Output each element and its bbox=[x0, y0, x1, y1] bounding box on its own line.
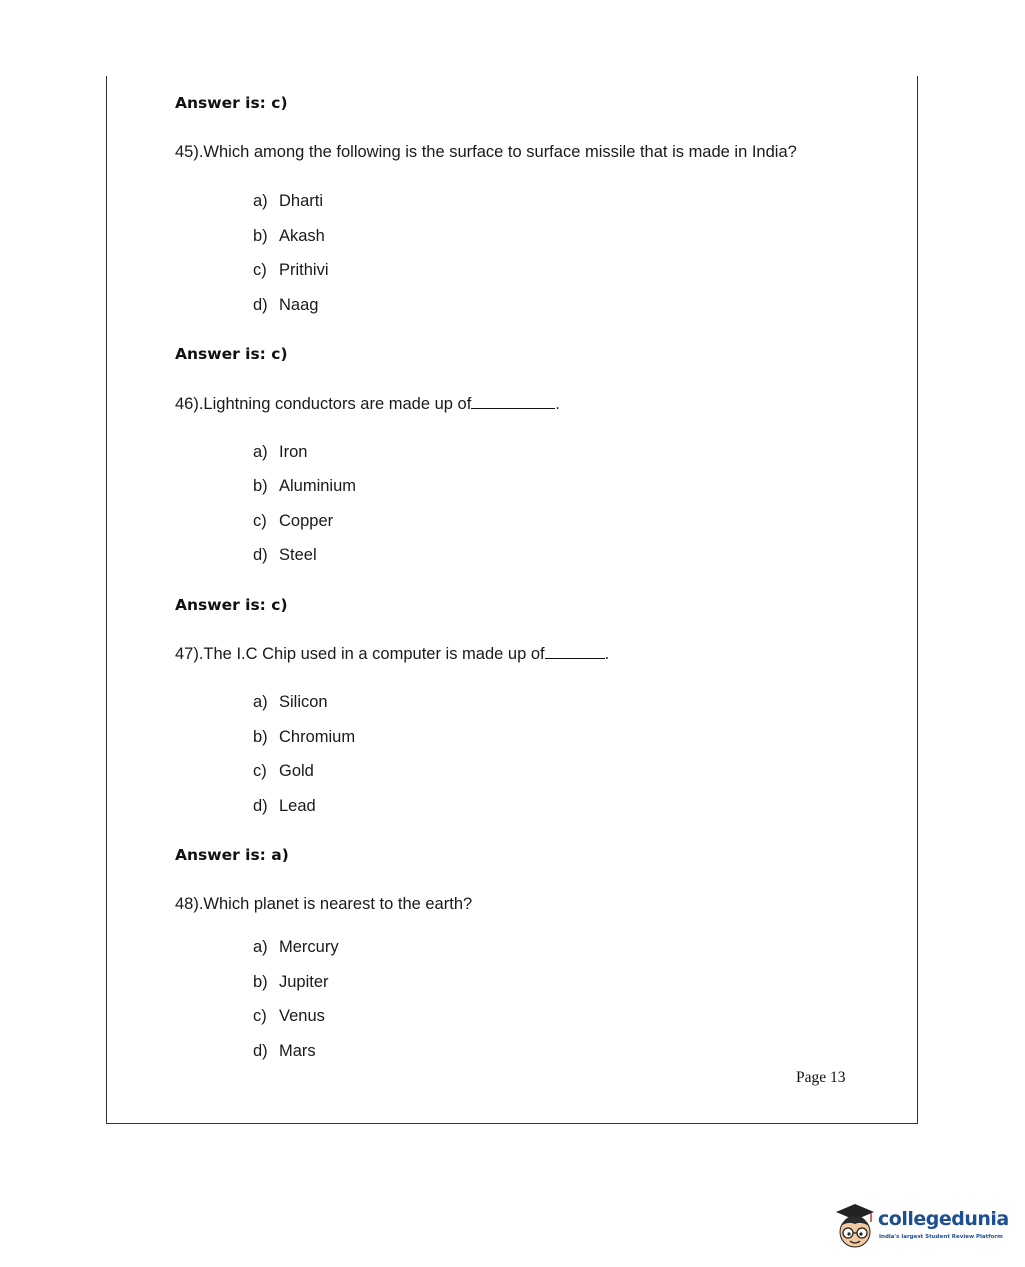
question-45-option-d: d) Naag bbox=[253, 296, 319, 314]
question-46-option-d: d) Steel bbox=[253, 546, 317, 564]
answer-47: Answer is: a) bbox=[175, 846, 289, 864]
question-48-option-c: c) Venus bbox=[253, 1007, 325, 1025]
question-47-option-b: b) Chromium bbox=[253, 728, 356, 746]
question-48-text: 48).Which planet is nearest to the earth? bbox=[175, 895, 473, 913]
question-45-option-b: b) Akash bbox=[253, 227, 325, 245]
question-46: 46).Lightning conductors are made up of . bbox=[175, 395, 560, 413]
question-46-text: 46).Lightning conductors are made up of bbox=[175, 395, 472, 413]
page-border-bottom bbox=[106, 1123, 918, 1124]
answer-45: Answer is: c) bbox=[175, 345, 288, 363]
page-number: Page 13 bbox=[796, 1069, 846, 1086]
question-48-option-a: a) Mercury bbox=[253, 938, 339, 956]
question-47-option-a: a) Silicon bbox=[253, 693, 328, 711]
question-47-text: 47).The I.C Chip used in a computer is made up of bbox=[175, 645, 545, 663]
question-47-option-c: c) Gold bbox=[253, 762, 314, 780]
question-48-option-d: d) Mars bbox=[253, 1042, 316, 1060]
question-48 bbox=[175, 895, 472, 914]
question-46-option-c: c) Copper bbox=[253, 512, 334, 530]
answer-44: Answer is: c) bbox=[175, 94, 288, 112]
answer-blank bbox=[471, 394, 555, 409]
question-45-option-a: a) Dharti bbox=[253, 192, 324, 210]
question-48-option-b: b) Jupiter bbox=[253, 973, 329, 991]
logo-tagline: India's largest Student Review Platform bbox=[879, 1234, 1003, 1240]
student-mascot-icon bbox=[833, 1200, 877, 1252]
question-47-option-d: d) Lead bbox=[253, 797, 316, 815]
answer-46: Answer is: c) bbox=[175, 596, 288, 614]
question-46-option-b: b) Aluminium bbox=[253, 477, 357, 495]
logo-wordmark: collegedunia bbox=[878, 1208, 1009, 1230]
question-46-option-a: a) Iron bbox=[253, 443, 308, 461]
question-47: 47).The I.C Chip used in a computer is made up of . bbox=[175, 645, 610, 663]
answer-blank bbox=[545, 644, 605, 659]
question-45-text: 45).Which among the following is the surface to surface missile that is made in India? bbox=[175, 143, 797, 161]
page-border-right bbox=[917, 76, 918, 1124]
collegedunia-logo bbox=[833, 1200, 1009, 1252]
question-45-option-c: c) Prithivi bbox=[253, 261, 329, 279]
page-border-left bbox=[106, 76, 107, 1124]
question-45 bbox=[175, 143, 797, 162]
